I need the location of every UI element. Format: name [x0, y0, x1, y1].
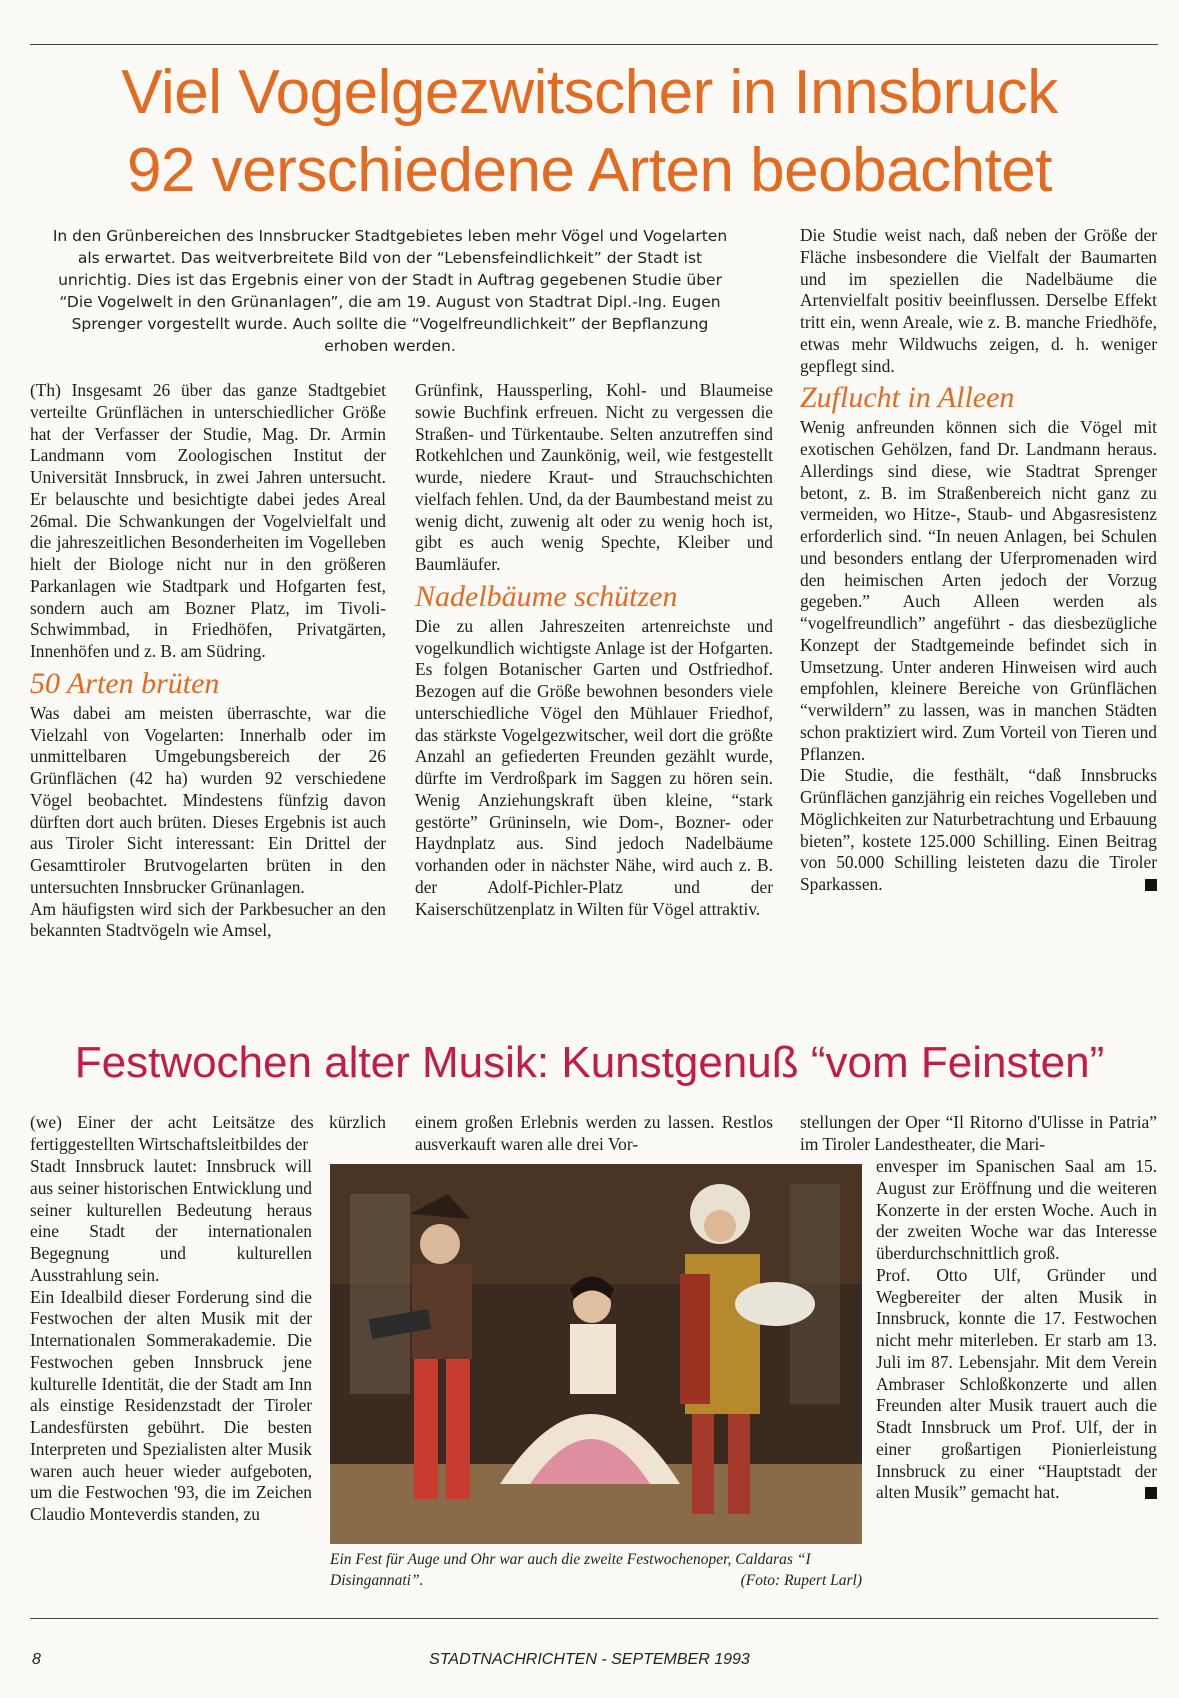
- article-title-music: Festwochen alter Musik: Kunstgenuß “vom Feinsten”: [74, 1038, 1105, 1087]
- bottom-rule: [30, 1618, 1158, 1619]
- paragraph: envesper im Spanischen Saal am 15. August zur Eröffnung und die weiteren Konzerte in der ersten Woche. Auch in der zweiten Woche war das Interesse überdurchschnittlich groß.: [876, 1156, 1157, 1263]
- paragraph: Was dabei am meisten überraschte, war die Vielzahl von Vogelarten: Innerhalb oder im unmittelbaren Umgebungsbereich der 26 Grünflächen (42 ha) wurden 92 verschiedene Vögel beobachtet. Mindestens fünfzig davon dürften dort auch brüten. Dieses Ergebnis ist auch aus Tiroler Sicht interessant: Ein Drittel der Gesamttiroler Brutvogelarten brüten in den untersuchten Innsbrucker Grünanlagen.: [30, 702, 386, 897]
- article2-column-3-top: [800, 1112, 1157, 1156]
- end-mark-icon: [1145, 879, 1157, 891]
- paragraph-text: Die Studie, die festhält, “daß Innsbrucks Grünflächen ganzjährig ein reiches Vogelleben und Möglichkeiten zur Naturbetrachtung und Erbauung bieten”, kostete 125.000 Schilling. Einen Beitrag von 50.000 Schilling leisteten dazu die Tiroler Sparkassen.: [800, 765, 1157, 894]
- publication-footer: STADTNACHRICHTEN - SEPTEMBER 1993: [429, 1651, 750, 1668]
- article-title-birds: [0, 54, 1179, 210]
- paragraph: Ein Idealbild dieser Forderung sind die Festwochen der alten Musik mit der Internationalen Sommerakademie. Die Festwochen geben Innsbruck jene kulturelle Identität, die der Stadt am Inn als einstige Residenzstadt der Tiroler Landesfürsten gebührt. Die besten Interpreten und Spezialisten alter Musik waren auch heuer wieder aufgeboten, um die Festwochen '93, die im Zeichen Claudio Monteverdis standen, zu: [30, 1286, 312, 1524]
- article-lead: In den Grünbereichen des Innsbrucker Stadtgebietes leben mehr Vögel und Vogelarten als erwartet. Das weitverbreitete Bild von der “Lebensfeindlichkeit” der Stadt ist unrichtig. Dies ist das Ergebnis einer von der Stadt in Auftrag gegebenen Studie über “Die Vogelwelt in den Grünanlagen”, die am 19. August von Stadtrat Dipl.-Ing. Eugen Sprenger vorgestellt wurde. Auch sollte die “Vogelfreundlichkeit” der Bepflanzung erhoben werden.: [52, 227, 728, 355]
- paragraph: Stadt Innsbruck lautet: Innsbruck will aus seiner historischen Entwicklung und seiner kulturellen Bedeutung heraus eine Stadt der internationalen Begegnung und kulturellen Ausstrahlung sein.: [30, 1156, 312, 1285]
- paragraph: (we) Einer der acht Leitsätze des kürzlich fertiggestellten Wirtschaftsleitbildes der: [30, 1112, 386, 1154]
- paragraph: Die zu allen Jahreszeiten artenreichste und vogelkundlich wichtigste Anlage ist der Hofgarten. Es folgen Botanischer Garten und Ostfriedhof. Bezogen auf die Größe bewohnen besonders viele unterschiedliche Vögel den Mühlauer Friedhof, das stärkste Vogelgezwitscher, weil dort die größte Anzahl an gefiederten Freunden gezählt wurde, dürfte im Verdroßpark im Saggen zu hören sein. Wenig Anziehungskraft üben kleine, “stark gestörte” Grüninseln, wie Dom-, Bozner- oder Haydnplatz aus. Sind jedoch Nadelbäume vorhanden oder in nächster Nähe, wird auch z. B. der Adolf-Pichler-Platz und der Kaiserschützenplatz in Wilten für Vögel attraktiv.: [415, 615, 773, 919]
- top-rule: [30, 44, 1158, 45]
- opera-stage-illustration: [330, 1164, 862, 1544]
- page-number: 8: [32, 1651, 41, 1668]
- paragraph: [800, 765, 1157, 896]
- article2-column-1: [30, 1156, 312, 1526]
- paragraph: Die Studie weist nach, daß neben der Größe der Fläche insbesondere die Vielfalt der Baumarten und im speziellen die Nadelbäume die Artenvielfalt positiv beeinflussen. Derselbe Effekt tritt ein, wenn Areale, wie z. B. manche Friedhöfe, etwas mehr Wildwuchs zeigen, d. h. weniger gepflegt sind.: [800, 225, 1157, 376]
- end-mark-icon: [1145, 1487, 1157, 1499]
- photo-caption: [330, 1549, 862, 1591]
- caption-text: Ein Fest für Auge und Ohr war auch die zweite Festwochenoper, Caldaras “I Disingannati”.: [330, 1551, 811, 1589]
- opera-photo: [330, 1164, 862, 1544]
- paragraph: Grünfink, Haussperling, Kohl- und Blaumeise sowie Buchfink erfreuen. Nicht zu vergessen die Straßen- und Türkentaube. Selten anzutreffen sind Rotkehlchen und Zaunkönig, weil, wie festgestellt wurde, niedere Kraut- und Strauchschichten vielfach fehlen. Und, da der Baumbestand meist zu wenig dicht, zuwenig alt oder zu wenig hoch ist, gibt es auch wenig Spechte, Kleiber und Baumläufer.: [415, 380, 773, 574]
- article1-column-3: [800, 225, 1157, 896]
- photo-credit: (Foto: Rupert Larl): [740, 1572, 862, 1589]
- article2-column-2-top: [415, 1112, 773, 1156]
- title-line-1: Viel Vogelgezwitscher in Innsbruck: [121, 58, 1058, 127]
- paragraph: stellungen der Oper “Il Ritorno d'Ulisse in Patria” im Tiroler Landestheater, die Mari-: [800, 1112, 1157, 1154]
- article1-column-1: [30, 380, 386, 942]
- paragraph: Wenig anfreunden können sich die Vögel mit exotischen Gehölzen, fand Dr. Landmann heraus. Allerdings sind diese, wie Stadtrat Sprenger betont, z. B. im Straßenbereich nicht ganz zu vermeiden, wo Hitze-, Staub- und Abgasresistenz erforderlich sind. “In neuen Anlagen, bei Schulen und besonders entlang der Uferpromenaden wird den heimischen Arten jedoch der Vorzug gegeben.” Auch Alleen werden als “vogelfreundlich” angeführt - das diesbezügliche Konzept der Stadtgemeinde befindet sich in Umsetzung. Unter anderen Hinweisen wird auch empfohlen, kleinere Bereiche von Grünflächen “verwildern” zu lassen, was in manchen Städten schon praktiziert wird. Zum Vorteil von Tieren und Pflanzen.: [800, 417, 1157, 764]
- article1-column-2: [415, 380, 773, 920]
- paragraph: Am häufigsten wird sich der Parkbesucher an den bekannten Stadtvögeln wie Amsel,: [30, 898, 386, 941]
- paragraph-text: Prof. Otto Ulf, Gründer und Wegbereiter der alten Musik in Innsbruck, konnte die 17. Festwochen nicht mehr miterleben. Er starb am 13. Juli im 87. Lebensjahr. Mit dem Verein Ambraser Schloßkonzerte und allen Freunden alter Musik trauert auch die Stadt Innsbruck um Prof. Ulf, der in einer großartigen Pionierleistung Innsbruck zu einer “Hauptstadt der alten Musik” gemacht hat.: [876, 1264, 1157, 1503]
- subheading: 50 Arten brüten: [30, 666, 220, 700]
- article2-column-1-top: [30, 1112, 386, 1156]
- subheading: Zuflucht in Alleen: [800, 381, 1015, 415]
- title-line-2: 92 verschiedene Arten beobachtet: [126, 136, 1053, 205]
- paragraph: einem großen Erlebnis werden zu lassen. Restlos ausverkauft waren alle drei Vor-: [415, 1112, 773, 1154]
- paragraph: (Th) Insgesamt 26 über das ganze Stadtgebiet verteilte Grünflächen in unterschiedlicher Größe hat der Verfasser der Studie, Mag. Dr. Armin Landmann vom Zoologischen Institut der Universität Innsbruck, in zwei Jahren untersucht. Er belauschte und besichtigte dabei jedes Areal 26mal. Die Schwankungen der Vogelvielfalt und die jahreszeitlichen Besonderheiten im Vogelleben hielt der Biologe nicht nur in den größeren Parkanlagen wie Stadtpark und Hofgarten fest, sondern auch am Bozner Platz, im Tivoli-Schwimmbad, in Friedhöfen, Privatgärten, Innenhöfen und z. B. am Südring.: [30, 380, 386, 661]
- article2-column-3: [876, 1156, 1157, 1504]
- paragraph: [876, 1265, 1157, 1504]
- subheading: Nadelbäume schützen: [415, 579, 678, 613]
